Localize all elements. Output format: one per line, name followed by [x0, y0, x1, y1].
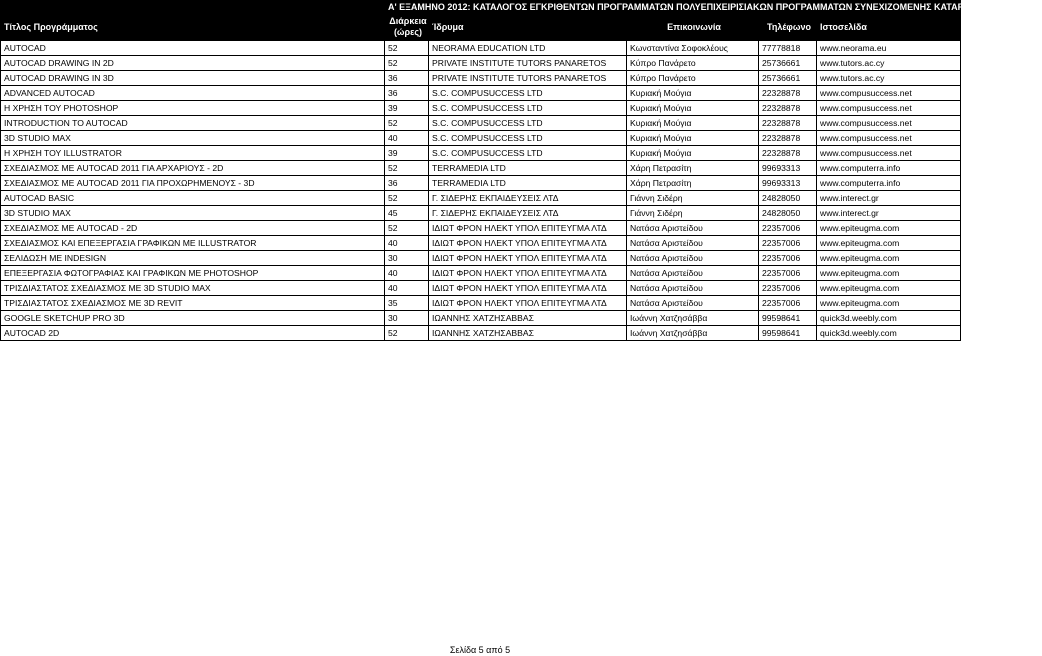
cell-institution: S.C. COMPUSUCCESS LTD: [429, 146, 627, 161]
cell-website: www.computerra.info: [817, 176, 961, 191]
page-number: Σελίδα 5 από 5: [449, 645, 511, 655]
cell-phone: 24828050: [759, 191, 817, 206]
cell-program: 3D STUDIO MAX: [1, 131, 385, 146]
table-row: [1, 311, 961, 326]
cell-duration: 36: [385, 71, 429, 86]
cell-program: ΕΠΕΞΕΡΓΑΣΙΑ ΦΩΤΟΓΡΑΦΙΑΣ ΚΑΙ ΓΡΑΦΙΚΩΝ ΜΕ PHOTOSHOP: [1, 266, 385, 281]
cell-phone: 22328878: [759, 86, 817, 101]
table-row: [1, 326, 961, 341]
table-row: [1, 266, 961, 281]
table-body: [1, 41, 961, 341]
cell-program: ΣΕΛΙΔΩΣΗ ΜΕ INDESIGN: [1, 251, 385, 266]
cell-institution: ΙΔΙΩΤ ΦΡΟΝ ΗΛΕΚΤ ΥΠΟΛ ΕΠΙΤΕΥΓΜΑ ΛΤΔ: [429, 296, 627, 311]
cell-phone: 22328878: [759, 146, 817, 161]
cell-website: www.epiteugma.com: [817, 236, 961, 251]
table-row: [1, 161, 961, 176]
cell-institution: TERRAMEDIA LTD: [429, 176, 627, 191]
cell-program: 3D STUDIO MAX: [1, 206, 385, 221]
cell-website: www.epiteugma.com: [817, 266, 961, 281]
cell-website: www.compusuccess.net: [817, 146, 961, 161]
cell-institution: ΙΩΑΝΝΗΣ ΧΑΤΖΗΣΑΒΒΑΣ: [429, 326, 627, 341]
cell-phone: 22357006: [759, 251, 817, 266]
cell-duration: 40: [385, 236, 429, 251]
cell-institution: PRIVATE INSTITUTE TUTORS PANARETOS: [429, 71, 627, 86]
cell-contact: Κυριακή Μούγια: [627, 131, 759, 146]
cell-program: Η ΧΡΗΣΗ ΤΟΥ PHOTOSHOP: [1, 101, 385, 116]
cell-phone: 22328878: [759, 101, 817, 116]
cell-institution: ΙΩΑΝΝΗΣ ΧΑΤΖΗΣΑΒΒΑΣ: [429, 311, 627, 326]
cell-website: www.compusuccess.net: [817, 116, 961, 131]
cell-phone: 25736661: [759, 71, 817, 86]
cell-institution: S.C. COMPUSUCCESS LTD: [429, 131, 627, 146]
cell-website: www.computerra.info: [817, 161, 961, 176]
cell-institution: Γ. ΣΙΔΕΡΗΣ ΕΚΠΑΙΔΕΥΣΕΙΣ ΛΤΔ: [429, 206, 627, 221]
cell-contact: Νατάσα Αριστείδου: [627, 266, 759, 281]
cell-phone: 22328878: [759, 116, 817, 131]
cell-phone: 99598641: [759, 326, 817, 341]
column-header-institution: Ίδρυμα: [429, 14, 627, 41]
cell-program: ΤΡΙΣΔΙΑΣΤΑΤΟΣ ΣΧΕΔΙΑΣΜΟΣ ΜΕ 3D STUDIO MAX: [1, 281, 385, 296]
cell-phone: 22357006: [759, 281, 817, 296]
cell-duration: 30: [385, 251, 429, 266]
cell-website: www.interect.gr: [817, 206, 961, 221]
cell-duration: 40: [385, 281, 429, 296]
cell-institution: S.C. COMPUSUCCESS LTD: [429, 101, 627, 116]
cell-duration: 40: [385, 266, 429, 281]
cell-phone: 25736661: [759, 56, 817, 71]
cell-website: www.epiteugma.com: [817, 296, 961, 311]
cell-program: ΣΧΕΔΙΑΣΜΟΣ ΚΑΙ ΕΠΕΞΕΡΓΑΣΙΑ ΓΡΑΦΙΚΩΝ ΜΕ ILLUSTRATOR: [1, 236, 385, 251]
cell-duration: 52: [385, 191, 429, 206]
cell-contact: Νατάσα Αριστείδου: [627, 251, 759, 266]
table-row: [1, 101, 961, 116]
cell-phone: 22357006: [759, 221, 817, 236]
cell-contact: Χάρη Πετρασίτη: [627, 161, 759, 176]
cell-phone: 99598641: [759, 311, 817, 326]
cell-website: www.compusuccess.net: [817, 101, 961, 116]
table-row: [1, 191, 961, 206]
cell-contact: Κύπρο Πανάρετο: [627, 71, 759, 86]
table-row: [1, 176, 961, 191]
table-row: [1, 41, 961, 56]
cell-website: www.tutors.ac.cy: [817, 56, 961, 71]
duration-label-line2: (ώρες): [393, 27, 423, 37]
cell-duration: 35: [385, 296, 429, 311]
table-row: [1, 296, 961, 311]
cell-program: ΣΧΕΔΙΑΣΜΟΣ ΜΕ AUTOCAD - 2D: [1, 221, 385, 236]
cell-program: AUTOCAD: [1, 41, 385, 56]
cell-program: AUTOCAD DRAWING IN 2D: [1, 56, 385, 71]
cell-website: www.epiteugma.com: [817, 281, 961, 296]
cell-program: AUTOCAD DRAWING IN 3D: [1, 71, 385, 86]
cell-website: www.tutors.ac.cy: [817, 71, 961, 86]
cell-program: ADVANCED AUTOCAD: [1, 86, 385, 101]
cell-website: www.neorama.eu: [817, 41, 961, 56]
cell-phone: 77778818: [759, 41, 817, 56]
column-header-phone: Τηλέφωνο: [759, 14, 817, 41]
cell-website: quick3d.weebly.com: [817, 311, 961, 326]
cell-institution: TERRAMEDIA LTD: [429, 161, 627, 176]
cell-contact: Κωνσταντίνα Σοφοκλέους: [627, 41, 759, 56]
cell-duration: 52: [385, 41, 429, 56]
cell-program: ΣΧΕΔΙΑΣΜΟΣ ΜΕ AUTOCAD 2011 ΓΙΑ ΑΡΧΑΡΙΟΥΣ - 2D: [1, 161, 385, 176]
cell-duration: 52: [385, 56, 429, 71]
table-row: [1, 251, 961, 266]
cell-contact: Κύπρο Πανάρετο: [627, 56, 759, 71]
table-row: [1, 71, 961, 86]
table-row: [1, 206, 961, 221]
cell-institution: PRIVATE INSTITUTE TUTORS PANARETOS: [429, 56, 627, 71]
cell-institution: ΙΔΙΩΤ ΦΡΟΝ ΗΛΕΚΤ ΥΠΟΛ ΕΠΙΤΕΥΓΜΑ ΛΤΔ: [429, 251, 627, 266]
cell-contact: Κυριακή Μούγια: [627, 86, 759, 101]
cell-institution: ΙΔΙΩΤ ΦΡΟΝ ΗΛΕΚΤ ΥΠΟΛ ΕΠΙΤΕΥΓΜΑ ΛΤΔ: [429, 221, 627, 236]
table-row: [1, 116, 961, 131]
table-row: [1, 131, 961, 146]
cell-contact: Ιωάννη Χατζησάββα: [627, 326, 759, 341]
cell-program: AUTOCAD 2D: [1, 326, 385, 341]
cell-phone: 22357006: [759, 266, 817, 281]
table-header: [1, 1, 1042, 41]
column-header-contact: Επικοινωνία: [627, 14, 759, 41]
cell-program: AUTOCAD BASIC: [1, 191, 385, 206]
cell-phone: 22357006: [759, 236, 817, 251]
table-row: [1, 281, 961, 296]
cell-duration: 52: [385, 161, 429, 176]
cell-duration: 36: [385, 86, 429, 101]
cell-phone: 22328878: [759, 131, 817, 146]
cell-contact: Νατάσα Αριστείδου: [627, 281, 759, 296]
cell-institution: NEORAMA EDUCATION LTD: [429, 41, 627, 56]
column-header-website: Ιστοσελίδα: [817, 14, 961, 41]
cell-website: www.compusuccess.net: [817, 131, 961, 146]
column-header-program: Τίτλος Προγράμματος: [1, 14, 385, 41]
cell-website: www.epiteugma.com: [817, 221, 961, 236]
banner-title: Α' ΕΞΑΜΗΝΟ 2012: ΚΑΤΑΛΟΓΟΣ ΕΓΚΡΙΘΕΝΤΩΝ ΠΡΟΓΡΑΜΜΑΤΩΝ ΠΟΛΥΕΠΙΧΕΙΡΙΣΙΑΚΩΝ ΠΡΟΓΡΑΜΜΑΤΩΝ ΣΥΝΕΧΙΖΟΜΕΝΗΣ ΚΑΤΑΡΤΙΣΗΣ - ΣΥΝΗΘΩΝ: [385, 1, 961, 14]
cell-duration: 39: [385, 146, 429, 161]
header-spacer: [1, 1, 385, 14]
cell-website: www.interect.gr: [817, 191, 961, 206]
column-header-duration: [385, 14, 429, 41]
cell-duration: 52: [385, 326, 429, 341]
cell-duration: 52: [385, 221, 429, 236]
cell-program: INTRODUCTION TO AUTOCAD: [1, 116, 385, 131]
cell-phone: 24828050: [759, 206, 817, 221]
cell-duration: 36: [385, 176, 429, 191]
cell-contact: Κυριακή Μούγια: [627, 101, 759, 116]
cell-phone: 22357006: [759, 296, 817, 311]
cell-contact: Νατάσα Αριστείδου: [627, 296, 759, 311]
cell-phone: 99693313: [759, 176, 817, 191]
cell-program: Η ΧΡΗΣΗ ΤΟΥ ILLUSTRATOR: [1, 146, 385, 161]
cell-website: quick3d.weebly.com: [817, 326, 961, 341]
cell-website: www.epiteugma.com: [817, 251, 961, 266]
cell-duration: 52: [385, 116, 429, 131]
cell-program: ΣΧΕΔΙΑΣΜΟΣ ΜΕ AUTOCAD 2011 ΓΙΑ ΠΡΟΧΩΡΗΜΕΝΟΥΣ - 3D: [1, 176, 385, 191]
cell-program: GOOGLE SKETCHUP PRO 3D: [1, 311, 385, 326]
cell-contact: Χάρη Πετρασίτη: [627, 176, 759, 191]
cell-contact: Ιωάννη Χατζησάββα: [627, 311, 759, 326]
duration-label-line1: Διάρκεια: [389, 16, 427, 26]
cell-institution: ΙΔΙΩΤ ΦΡΟΝ ΗΛΕΚΤ ΥΠΟΛ ΕΠΙΤΕΥΓΜΑ ΛΤΔ: [429, 236, 627, 251]
cell-duration: 39: [385, 101, 429, 116]
cell-duration: 40: [385, 131, 429, 146]
cell-duration: 30: [385, 311, 429, 326]
cell-contact: Νατάσα Αριστείδου: [627, 221, 759, 236]
table-row: [1, 221, 961, 236]
cell-contact: Νατάσα Αριστείδου: [627, 236, 759, 251]
table-row: [1, 56, 961, 71]
cell-website: www.compusuccess.net: [817, 86, 961, 101]
cell-program: ΤΡΙΣΔΙΑΣΤΑΤΟΣ ΣΧΕΔΙΑΣΜΟΣ ΜΕ 3D REVIT: [1, 296, 385, 311]
cell-institution: S.C. COMPUSUCCESS LTD: [429, 86, 627, 101]
cell-institution: Γ. ΣΙΔΕΡΗΣ ΕΚΠΑΙΔΕΥΣΕΙΣ ΛΤΔ: [429, 191, 627, 206]
cell-institution: ΙΔΙΩΤ ΦΡΟΝ ΗΛΕΚΤ ΥΠΟΛ ΕΠΙΤΕΥΓΜΑ ΛΤΔ: [429, 281, 627, 296]
cell-contact: Γιάννη Σιδέρη: [627, 206, 759, 221]
cell-contact: Κυριακή Μούγια: [627, 116, 759, 131]
cell-phone: 99693313: [759, 161, 817, 176]
table-row: [1, 86, 961, 101]
cell-duration: 45: [385, 206, 429, 221]
table-row: [1, 236, 961, 251]
cell-institution: ΙΔΙΩΤ ΦΡΟΝ ΗΛΕΚΤ ΥΠΟΛ ΕΠΙΤΕΥΓΜΑ ΛΤΔ: [429, 266, 627, 281]
cell-institution: S.C. COMPUSUCCESS LTD: [429, 116, 627, 131]
cell-contact: Κυριακή Μούγια: [627, 146, 759, 161]
cell-contact: Γιάννη Σιδέρη: [627, 191, 759, 206]
table-row: [1, 146, 961, 161]
